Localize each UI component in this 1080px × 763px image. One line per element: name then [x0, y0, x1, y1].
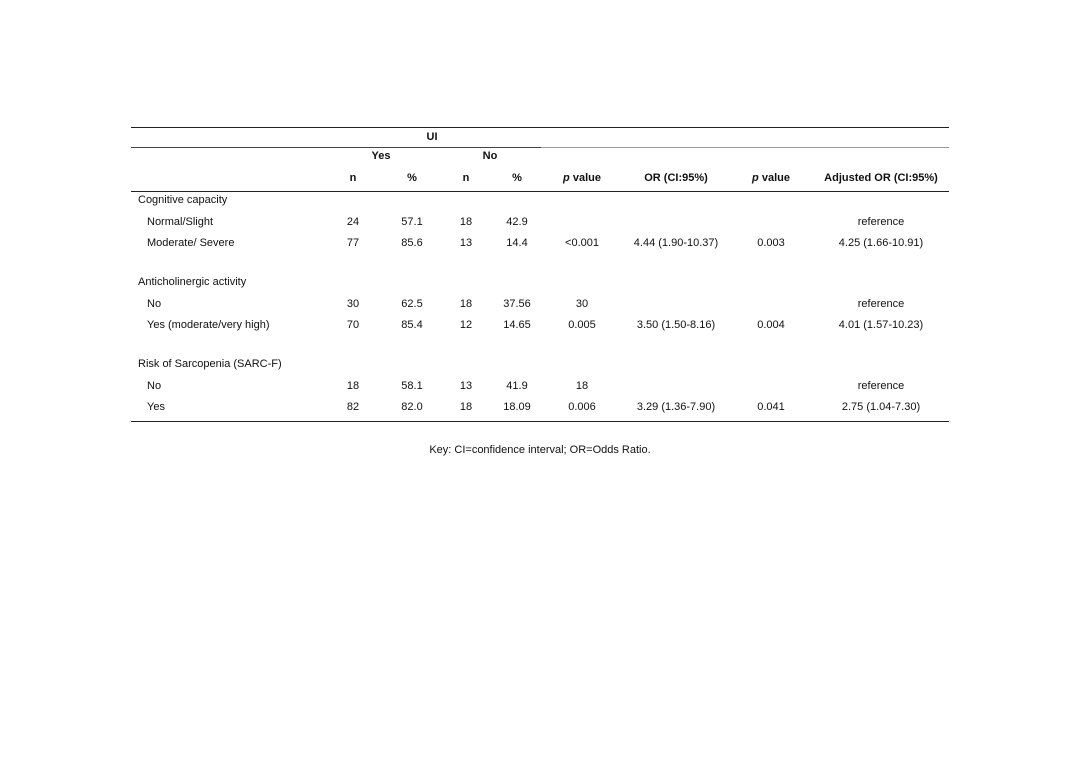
col-pct-no: % [512, 172, 522, 184]
cell-yes-pct: 85.4 [401, 319, 423, 331]
cell-no-pct: 18.09 [503, 401, 531, 413]
cell-p-value-2: 0.003 [757, 237, 785, 249]
cell-no-pct: 41.9 [506, 380, 528, 392]
row-label: Normal/Slight [147, 216, 214, 228]
cell-adjusted-or: 4.25 (1.66-10.91) [838, 237, 924, 249]
row-label: No [147, 380, 162, 392]
section-title: Anticholinergic activity [138, 276, 247, 288]
cell-no-pct: 42.9 [506, 216, 528, 228]
cell-no-n: 18 [459, 216, 473, 228]
cell-no-n: 12 [459, 319, 473, 331]
cell-yes-pct: 62.5 [401, 298, 423, 310]
cell-p-value: 0.005 [568, 319, 596, 331]
p-value-text: value [569, 172, 601, 184]
col-p-value [563, 171, 601, 185]
cell-no-pct: 14.65 [503, 319, 531, 331]
cell-or: 3.50 (1.50-8.16) [636, 319, 716, 331]
row-label: Yes [147, 401, 165, 413]
cell-yes-n: 30 [346, 298, 360, 310]
col-n-no: n [462, 172, 470, 184]
row-label: No [147, 298, 162, 310]
cell-yes-pct: 58.1 [401, 380, 423, 392]
cell-p-value: <0.001 [565, 237, 599, 249]
no-header: No [482, 150, 498, 162]
cell-yes-n: 70 [346, 319, 360, 331]
cell-p-value: 0.006 [568, 401, 596, 413]
cell-or: 3.29 (1.36-7.90) [636, 401, 716, 413]
cell-no-n: 13 [459, 237, 473, 249]
p-value-text-2: value [758, 172, 790, 184]
cell-adjusted-or: reference [857, 298, 905, 310]
group-rule [131, 147, 541, 148]
section-title: Cognitive capacity [138, 194, 228, 206]
cell-adjusted-or: reference [857, 216, 905, 228]
cell-adjusted-or: 2.75 (1.04-7.30) [841, 401, 921, 413]
cell-yes-n: 82 [346, 401, 360, 413]
cell-adjusted-or: 4.01 (1.57-10.23) [838, 319, 924, 331]
col-adjusted-or: Adjusted OR (CI:95%) [824, 172, 938, 184]
cell-yes-pct: 57.1 [401, 216, 423, 228]
cell-no-n: 13 [459, 380, 473, 392]
section-title: Risk of Sarcopenia (SARC-F) [138, 358, 282, 370]
col-p-value-2 [752, 171, 790, 185]
cell-no-pct: 14.4 [506, 237, 528, 249]
col-n-yes: n [349, 172, 357, 184]
p-italic: p [563, 172, 570, 184]
footnote: Key: CI=confidence interval; OR=Odds Ratio. [429, 444, 651, 456]
cell-or: 4.44 (1.90-10.37) [633, 237, 719, 249]
bottom-rule [131, 421, 949, 422]
cell-p-value: 18 [575, 380, 589, 392]
cell-no-n: 18 [459, 401, 473, 413]
cell-yes-pct: 82.0 [401, 401, 423, 413]
cell-p-value-2: 0.004 [757, 319, 785, 331]
header-bottom-rule [131, 191, 949, 192]
cell-yes-pct: 85.6 [401, 237, 423, 249]
cell-p-value: 30 [575, 298, 589, 310]
cell-adjusted-or: reference [857, 380, 905, 392]
group-rule-right [541, 147, 949, 148]
row-label: Yes (moderate/very high) [147, 319, 270, 331]
cell-p-value-2: 0.041 [757, 401, 785, 413]
col-pct-yes: % [407, 172, 417, 184]
ui-header: UI [426, 131, 438, 143]
col-or: OR (CI:95%) [644, 172, 708, 184]
cell-yes-n: 77 [346, 237, 360, 249]
yes-header: Yes [371, 150, 391, 162]
cell-yes-n: 24 [346, 216, 360, 228]
top-rule [131, 127, 949, 128]
row-label: Moderate/ Severe [147, 237, 235, 249]
cell-no-n: 18 [459, 298, 473, 310]
cell-yes-n: 18 [346, 380, 360, 392]
p-italic-2: p [752, 172, 759, 184]
cell-no-pct: 37.56 [503, 298, 531, 310]
